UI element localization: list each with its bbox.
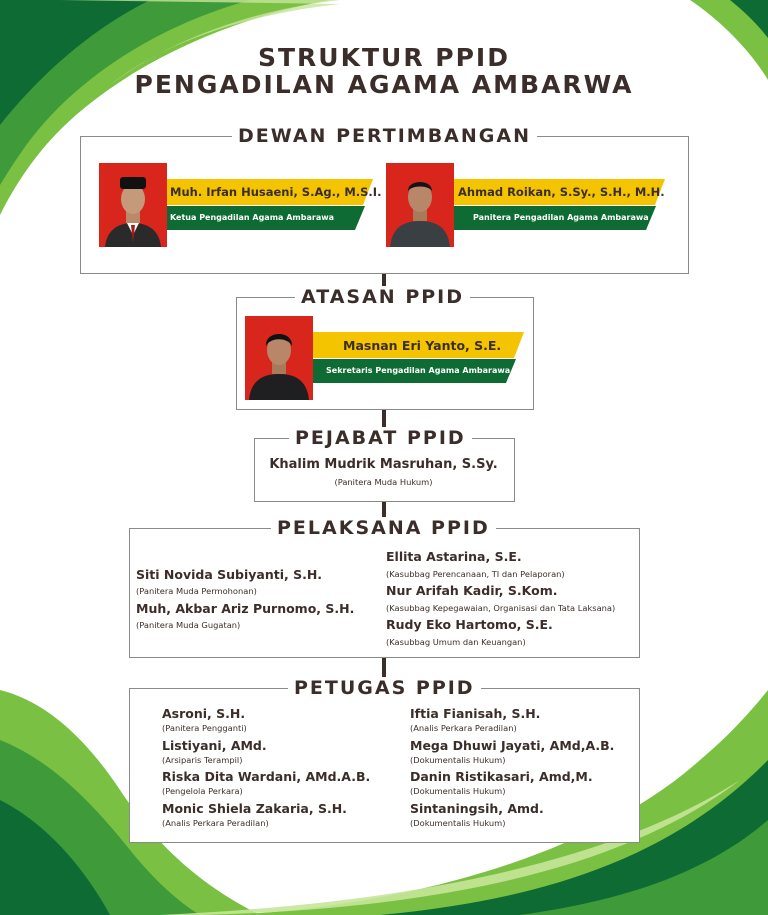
pelaksana-left-1-role: (Panitera Muda Permohonan)	[136, 586, 257, 596]
petugas-right-2-name: Mega Dhuwi Jayati, AMd,A.B.	[410, 738, 615, 753]
petugas-right-4-role: (Dokumentalis Hukum)	[410, 818, 506, 828]
petugas-left-2-role: (Arsiparis Terampil)	[162, 755, 243, 765]
pejabat-role: (Panitera Muda Hukum)	[334, 477, 433, 487]
page-title-line1: STRUKTUR PPID	[258, 43, 510, 72]
pelaksana-right-2-role: (Kasubbag Kepegawaian, Organisasi dan Tata Laksana)	[386, 603, 616, 613]
member-photo	[245, 316, 313, 400]
petugas-right-1-name: Iftia Fianisah, S.H.	[410, 706, 541, 721]
petugas-right-4-name: Sintaningsih, Amd.	[410, 801, 544, 816]
dewan-member-2-name: Ahmad Roikan, S.Sy., S.H., M.H.	[458, 185, 665, 199]
petugas-left-2-name: Listiyani, AMd.	[162, 738, 267, 753]
atasan-heading: ATASAN PPID	[295, 286, 470, 308]
pelaksana-right-1-name: Ellita Astarina, S.E.	[386, 549, 522, 564]
petugas-right-2-role: (Dokumentalis Hukum)	[410, 755, 506, 765]
pelaksana-left-2-name: Muh, Akbar Ariz Purnomo, S.H.	[136, 601, 355, 616]
petugas-right-3-role: (Dokumentalis Hukum)	[410, 786, 506, 796]
atasan-role: Sekretaris Pengadilan Agama Ambarawa	[326, 366, 511, 375]
petugas-left-1-role: (Panitera Pengganti)	[162, 723, 247, 733]
pejabat-heading: PEJABAT PPID	[289, 427, 472, 449]
member-photo	[386, 163, 454, 247]
pelaksana-left-1-name: Siti Novida Subiyanti, S.H.	[136, 567, 323, 582]
petugas-right-1-role: (Analis Perkara Peradilan)	[410, 723, 517, 733]
dewan-member-1-name: Muh. Irfan Husaeni, S.Ag., M.S.I.	[170, 185, 382, 199]
pelaksana-heading: PELAKSANA PPID	[271, 517, 496, 539]
pejabat-name: Khalim Mudrik Masruhan, S.Sy.	[269, 457, 498, 472]
pelaksana-right-2-name: Nur Arifah Kadir, S.Kom.	[386, 583, 558, 598]
petugas-left-3-role: (Pengelola Perkara)	[162, 786, 243, 796]
petugas-left-4-name: Monic Shiela Zakaria, S.H.	[162, 801, 347, 816]
pelaksana-right-3-role: (Kasubbag Umum dan Keuangan)	[386, 637, 526, 647]
member-photo	[99, 163, 167, 247]
petugas-left-3-name: Riska Dita Wardani, AMd.A.B.	[162, 769, 371, 784]
page-title-line2: PENGADILAN AGAMA AMBARWA	[134, 70, 634, 99]
pelaksana-left-2-role: (Panitera Muda Gugatan)	[136, 620, 241, 630]
dewan-heading: DEWAN PERTIMBANGAN	[232, 125, 537, 147]
pelaksana-right-1-role: (Kasubbag Perencanaan, TI dan Pelaporan)	[386, 569, 565, 579]
atasan-name: Masnan Eri Yanto, S.E.	[343, 338, 502, 353]
petugas-heading: PETUGAS PPID	[288, 677, 481, 699]
pelaksana-right-3-name: Rudy Eko Hartomo, S.E.	[386, 617, 553, 632]
petugas-left-1-name: Asroni, S.H.	[162, 706, 246, 721]
dewan-box	[80, 136, 689, 274]
petugas-left-4-role: (Analis Perkara Peradilan)	[162, 818, 269, 828]
dewan-member-1-role: Ketua Pengadilan Agama Ambarawa	[170, 213, 335, 222]
dewan-member-2-role: Panitera Pengadilan Agama Ambarawa	[473, 213, 649, 222]
petugas-right-3-name: Danin Ristikasari, Amd,M.	[410, 769, 593, 784]
